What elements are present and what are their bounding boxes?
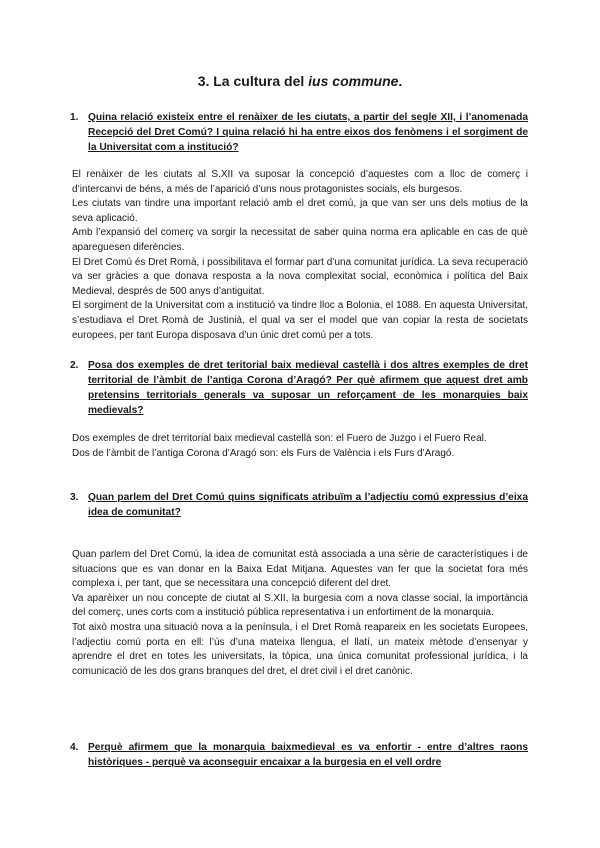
answer-paragraph: Les ciutats van tindre una important relació amb el dret comú, ja que van ser uns dels motius de la seva aplicació. — [72, 198, 528, 224]
question-text: Perquè afirmem que la monarquia baixmedieval es va enfortir - entre d’altres raons històriques - perquè va aconseguir encaixar a la burgesia en el vell ordre — [88, 742, 528, 768]
question-text: Quan parlem del Dret Comú quins significats atribuïm a l’adjectiu comú expressius d’eixa idea de comunitat? — [88, 492, 528, 518]
question-4 — [70, 740, 528, 770]
question-number: 2. — [70, 360, 79, 371]
answer-paragraph: Tot això mostra una situació nova a la península, i el Dret Romà reapareix en les societats Europees, l’adjectiu comú porta en ell: l’ús d’una mateixa llengua, el llatí, un mateix mètode d’ensenyar y aprendre el dret en totes les universitats, la tòpica, una única comunitat professional jurídica, i la comunicació de les dos grans branques del dret, el dret civil i el dret canònic. — [72, 621, 528, 677]
answer-2 — [72, 432, 528, 461]
question-3 — [70, 490, 528, 520]
question-2 — [70, 358, 528, 418]
page-title: 3. La cultura del ius commune. — [197, 73, 403, 89]
question-number: 3. — [70, 492, 79, 503]
question-text: Quina relació existeix entre el renàixer de les ciutats, a partir del segle XII, i l’anomenada Recepció del Dret Comú? I quina relació hi ha entre eixos dos fenòmens i el sorgiment de la Universitat com a institució? — [88, 112, 528, 153]
question-text: Posa dos exemples de dret teritorial baix medieval castellà i dos altres exemples de dret territorial de l’àmbit de l’antiga Corona d’Aragó? Per què afirmem que aquest dret amb pretensins territorials generals va suposar un reforçament de les monarquies baix medievals? — [88, 360, 528, 416]
answer-paragraph: Va aparèixer un nou concepte de ciutat al S.XII, la burgesia com a nova classe social, la importància del comerç, unes corts com a institució pública representativa i un enfortiment de la monarquia. — [72, 592, 528, 619]
answer-paragraph: Quan parlem del Dret Comú, la idea de comunitat està associada a una sèrie de característiques i de situacions que es van donar en la Baixa Edat Mitjana. Aquestes van fer que la societat fora més complexa i, per tant, que se necessitara una concepció diferent del dret. — [72, 549, 528, 590]
answer-1 — [72, 168, 528, 343]
answer-paragraph: Dos exemples de dret territorial baix medieval castellà son: el Fuero de Juzgo i el Fuero Real. — [72, 433, 487, 444]
title-italic: ius commune — [308, 73, 399, 89]
answer-paragraph: El Dret Comú és Dret Romà, i possibilitava el formar part d’una comunitat jurídica. La seva recuperació va ser gràcies a que donava resposta a la nova complexitat social, econòmica i política del Baix Medieval, després de 500 anys d’antiguitat. — [72, 256, 528, 297]
question-1 — [70, 110, 528, 155]
answer-paragraph: El renàixer de les ciutats al S.XII va suposar la concepció d’aquestes com a lloc de comerç i d’intercanvi de béns, a més de l’aparició d’uns nous protagonistes socials, els burgesos. — [72, 169, 528, 195]
answer-paragraph: El sorgiment de la Universitat com a institució va tindre lloc a Bolonia, el 1088. En aquesta Universitat, s’estudiava el Dret Romà de Justinià, el qual va ser el model que van copiar la resta de societats europees, per tant Europa disposava d’un únic dret comú per a tots. — [72, 300, 528, 341]
answer-paragraph: Dos de l’àmbit de l’antiga Corona d’Aragó son: els Furs de València i els Furs d’Aragó. — [72, 447, 455, 459]
question-number: 1. — [70, 112, 79, 123]
question-number: 4. — [70, 742, 79, 753]
answer-3 — [72, 548, 528, 679]
answer-paragraph: Amb l’expansió del comerç va sorgir la necessitat de saber quina norma era aplicable en cas de què apareguesen diferències. — [72, 227, 528, 253]
